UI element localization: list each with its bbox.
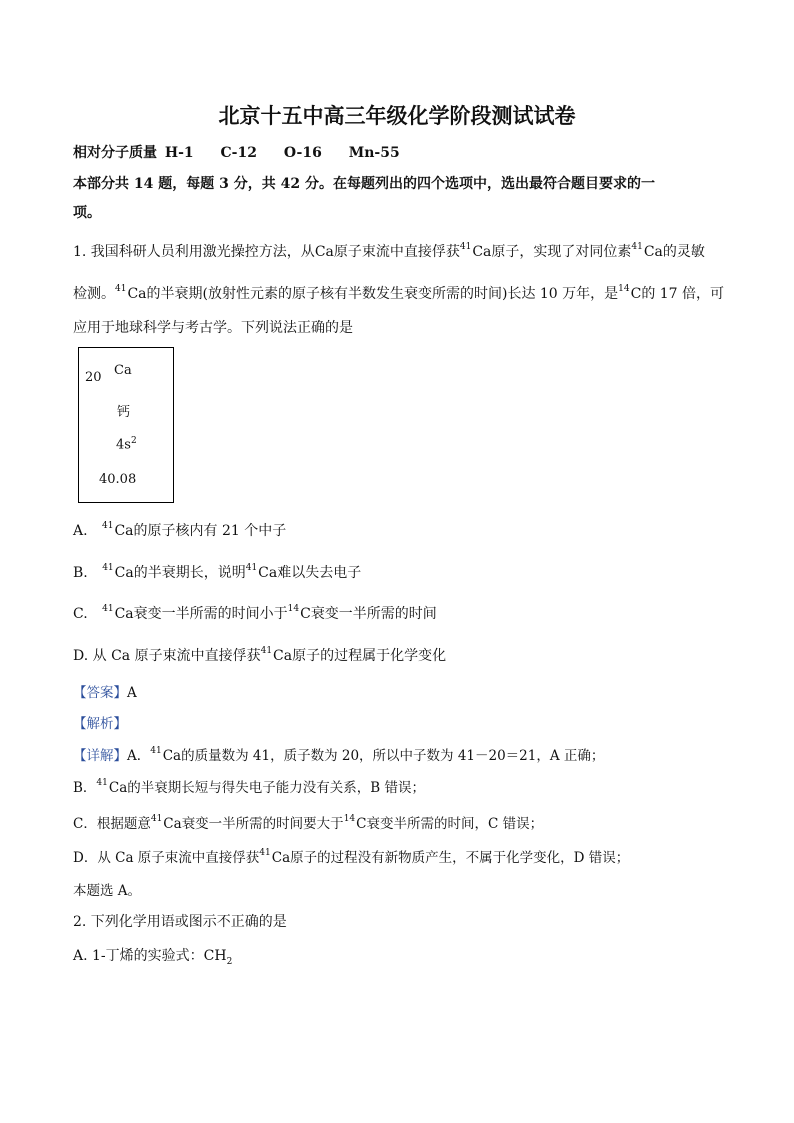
detail-text: 的半衰期长短与得失电子能力没有关系，B 错误； [127,780,425,796]
detail-text: B． [73,780,97,796]
ca-symbol: Ca [271,850,291,866]
conclusion: 本题选 A。 [73,883,142,899]
option-label: C. [73,606,88,622]
instructions-line1: 本部分共 14 题，每题 3 分，共 42 分。在每题列出的四个选项中，选出最符合题目要求的一 [73,176,655,192]
config-base: 4s [116,437,131,453]
ca-symbol: Ca [163,816,182,832]
page-title: 北京十五中高三年级化学阶段测试试卷 [218,103,576,128]
option-text: 的原子核内有 21 个中子 [133,523,287,539]
isotope-mass: 41 [459,242,472,252]
ca-symbol: Ca [273,648,293,664]
ca-symbol: Ca [108,780,128,796]
option-text: 原子的过程属于化学变化 [292,648,447,664]
q1-text: 的半衰期(放射性元素的原子核有半数发生衰变所需的时间)长达 10 万年，是 [146,286,619,302]
detail-text: C．根据题意 [73,816,151,832]
isotope-mass: 41 [259,848,271,858]
answer-line [73,681,137,701]
isotope-mass: 14 [618,284,630,294]
detail-a [73,744,604,764]
q1-text: 检测。 [73,286,115,302]
q1-line3: 应用于地球科学与考古学。下列说法正确的是 [73,320,353,336]
ca-symbol: Ca [114,565,134,581]
atomic-number: 20 [85,370,102,385]
isotope-mass: 41 [150,814,163,824]
c-symbol: C [356,816,367,832]
mass-o: O-16 [283,145,322,161]
ca-symbol: Ca [127,286,147,302]
config-exponent: 2 [130,436,137,446]
formula-subscript: 2 [226,956,233,967]
c-symbol: C [300,606,311,622]
detail-text: D．从 Ca 原子束流中直接俘获 [73,850,260,866]
formula-base: CH [203,948,227,964]
isotope-mass: 41 [102,521,114,531]
ca-symbol: Ca [314,244,334,260]
isotope-mass: 41 [631,242,643,252]
option-d [73,645,446,665]
option-b [73,562,361,582]
element-card-calcium [78,347,174,503]
detail-b [73,776,425,796]
detail-text: A． [127,748,151,764]
mass-h: H-1 [164,145,194,161]
isotope-mass: 41 [150,746,162,756]
q1-text: 原子，实现了对同位素 [491,244,632,260]
q1-text: 的灵敏 [662,244,705,260]
option-label: B. [73,565,88,581]
detail-d [73,846,629,866]
option-text: A. 1-丁烯的实验式： [73,948,204,964]
isotope-mass: 14 [287,604,300,614]
isotope-mass: 41 [102,563,114,573]
c-symbol: C [630,286,642,302]
isotope-mass: 14 [343,814,356,824]
mass-c: C-12 [220,145,257,161]
option-text: 的半衰期长，说明 [133,565,246,581]
isotope-mass: 41 [115,284,127,294]
isotope-mass: 41 [96,778,108,788]
instructions-line2: 项。 [73,205,101,221]
option-label: A. [73,523,88,539]
answer-value: A [127,685,137,701]
ca-symbol: Ca [643,244,663,260]
q2-option-a [73,945,232,967]
q1-line1 [73,241,705,261]
detail-text: 原子的过程没有新物质产生，不属于化学变化，D 错误； [290,850,630,866]
answer-label: 【答案】 [73,685,127,701]
masses-label: 相对分子质量 [73,145,157,161]
ca-symbol: Ca [162,748,182,764]
isotope-mass: 41 [260,646,273,656]
element-symbol: Ca [114,363,132,378]
isotope-mass: 41 [102,604,114,614]
q1-text: 原子束流中直接俘获 [333,244,460,260]
relative-masses-line [73,142,400,162]
option-text: 衰变一半所需的时间小于 [133,606,288,622]
detail-c [73,812,543,832]
analysis-label: 【解析】 [73,716,127,732]
atomic-mass: 40.08 [99,472,137,487]
option-text: 难以失去电子 [277,565,362,581]
detail-text: 衰变一半所需的时间要大于 [181,816,344,832]
detail-text: 衰变半所需的时间，C 错误； [366,816,544,832]
q1-text: 1. 我国科研人员利用激光操控方法，从 [73,244,315,260]
detail-label: 【详解】 [73,748,127,764]
ca-symbol: Ca [258,565,278,581]
option-text: D. 从 Ca 原子束流中直接俘获 [73,648,261,664]
option-c [73,603,437,623]
element-name: 钙 [117,405,131,420]
ca-symbol: Ca [114,606,134,622]
q1-text: 的 17 倍，可 [641,286,725,302]
isotope-mass: 41 [245,563,258,573]
option-text: 衰变一半所需的时间 [310,606,437,622]
option-a [73,520,286,540]
mass-mn: Mn-55 [348,145,400,161]
q1-line2 [73,283,724,303]
q2-stem: 2. 下列化学用语或图示不正确的是 [73,914,287,930]
ca-symbol: Ca [472,244,492,260]
detail-text: 的质量数为 41，质子数为 20，所以中子数为 41－20＝21，A 正确； [181,748,605,764]
ca-symbol: Ca [114,523,134,539]
electron-config [116,436,137,452]
